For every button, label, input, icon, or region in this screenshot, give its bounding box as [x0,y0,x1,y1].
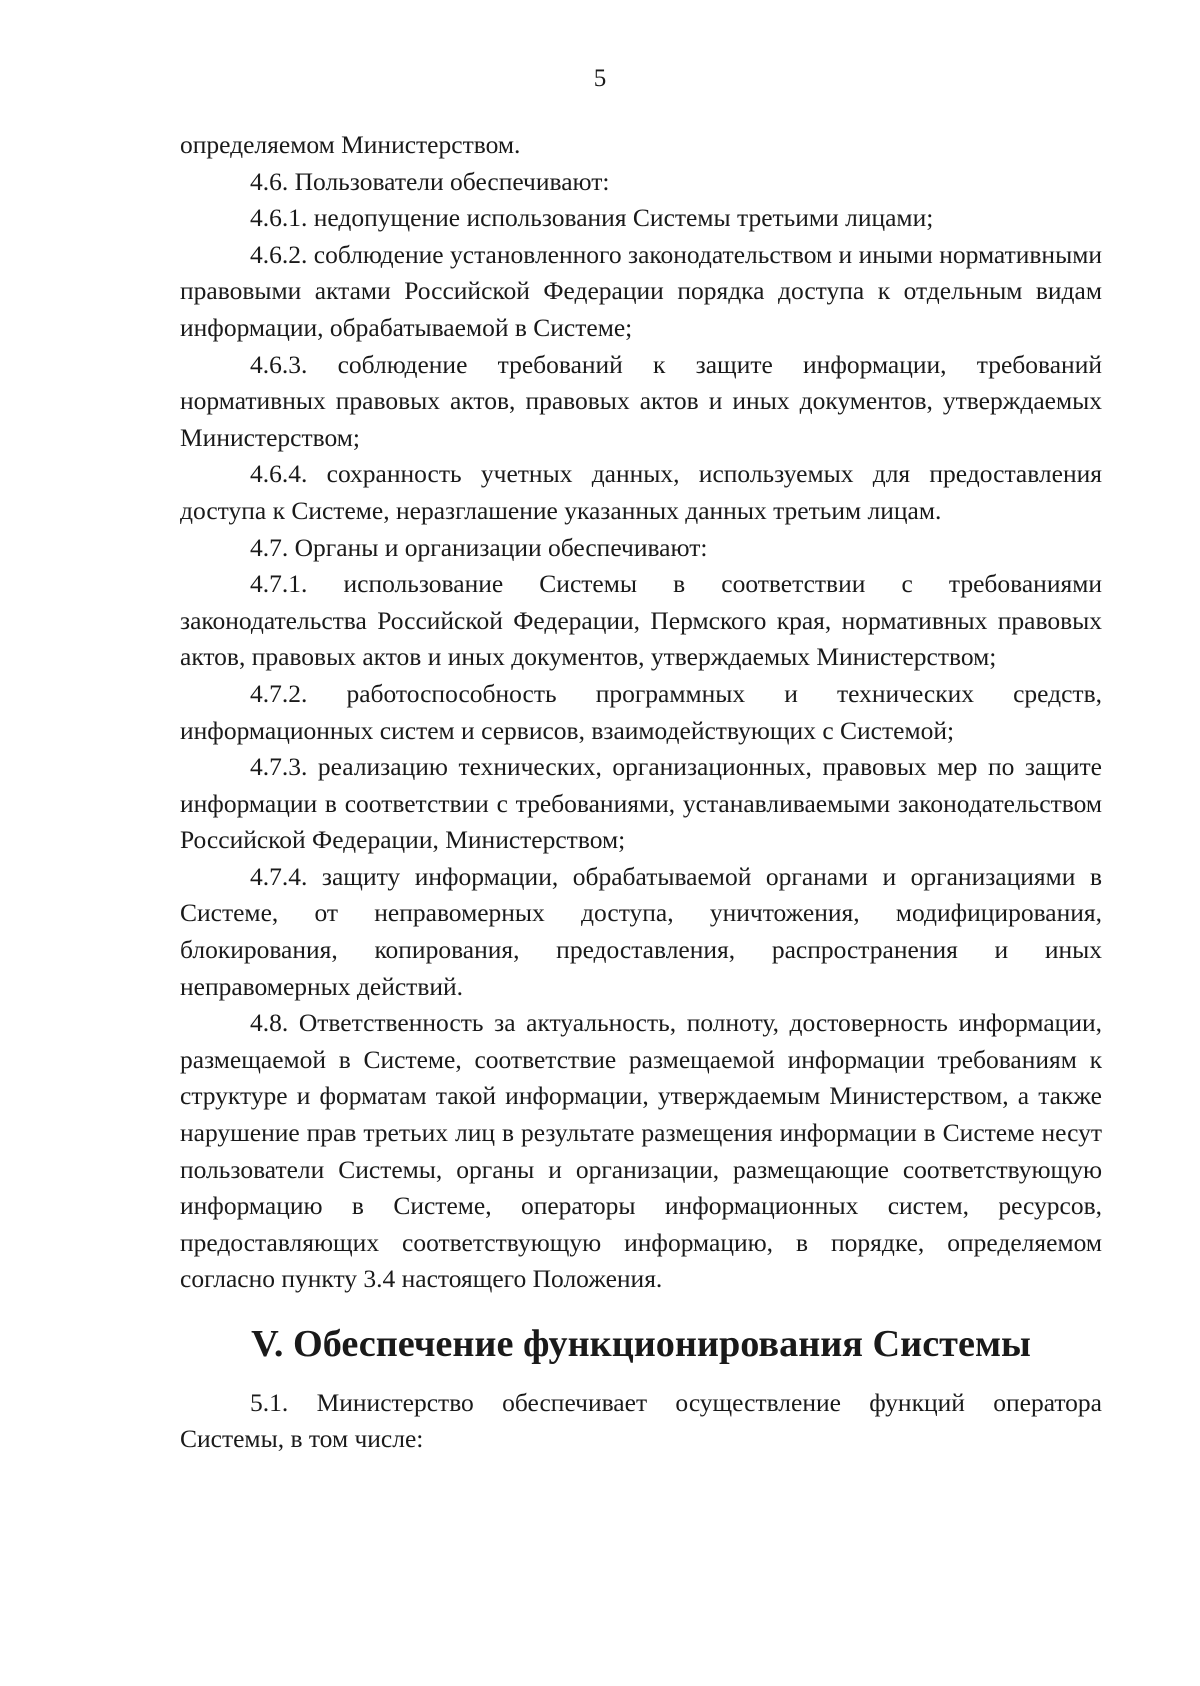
paragraph: 4.6.1. недопущение использования Системы третьими лицами; [250,203,934,233]
paragraph: определяемом Министерством. [180,130,521,159]
paragraph: 4.7.1. использование Системы в соответствии с требованиями законодательства Российской Федерации, Пермского края, нормативных правовых актов, правовых актов и иных документов, утверждаемых Министерством; [180,569,1102,672]
paragraph: 4.6.2. соблюдение установленного законодательством и иными нормативными правовыми актами Российской Федерации порядка доступа к отдельным видам информации, обрабатываемой в Системе; [180,239,1102,342]
paragraph: 4.6.3. соблюдение требований к защите информации, требований нормативных правовых актов, правовых актов и иных документов, утверждаемых Министерством; [180,349,1102,452]
paragraphs-after-heading [180,1385,1102,1458]
paragraph: 4.7.3. реализацию технических, организационных, правовых мер по защите информации в соответствии с требованиями, устанавливаемыми законодательством Российской Федерации, Министерством; [180,752,1102,855]
paragraph: 4.6.4. сохранность учетных данных, используемых для предоставления доступа к Системе, неразглашение указанных данных третьим лицам. [180,459,1102,525]
paragraph: 5.1. Министерство обеспечивает осуществление функций оператора Системы, в том числе: [180,1387,1102,1454]
paragraphs-before-heading [180,127,1102,1298]
paragraph: 4.7. Органы и организации обеспечивают: [250,532,708,562]
section-heading: V. Обеспечение функционирования Системы [251,1323,1031,1365]
paragraph: 4.7.2. работоспособность программных и технических средств, информационных систем и сервисов, взаимодействующих с Системой; [180,678,1102,745]
page-number: 5 [593,65,607,92]
paragraph: 4.6. Пользователи обеспечивают: [250,166,610,196]
paragraph: 4.7.4. защиту информации, обрабатываемой органами и организациями в Системе, от неправомерных доступа, уничтожения, модифицирования, блокирования, копирования, предоставления, распространения и иных неправомерных действий. [180,861,1102,1001]
paragraph: 4.8. Ответственность за актуальность, полноту, достоверность информации, размещаемой в Системе, соответствие размещаемой информации требованиям к структуре и форматам такой информации, утверждаемым Министерством, а также нарушение прав третьих лиц в результате размещения информации в Системе несут пользователи Системы, органы и организации, размещающие соответствующую информацию в Системе, операторы информационных систем, ресурсов, предоставляющих соответствующую информацию, в порядке, определяемом согласно пункту 3.4 настоящего Положения. [180,1008,1102,1294]
body-text [180,127,1102,1458]
